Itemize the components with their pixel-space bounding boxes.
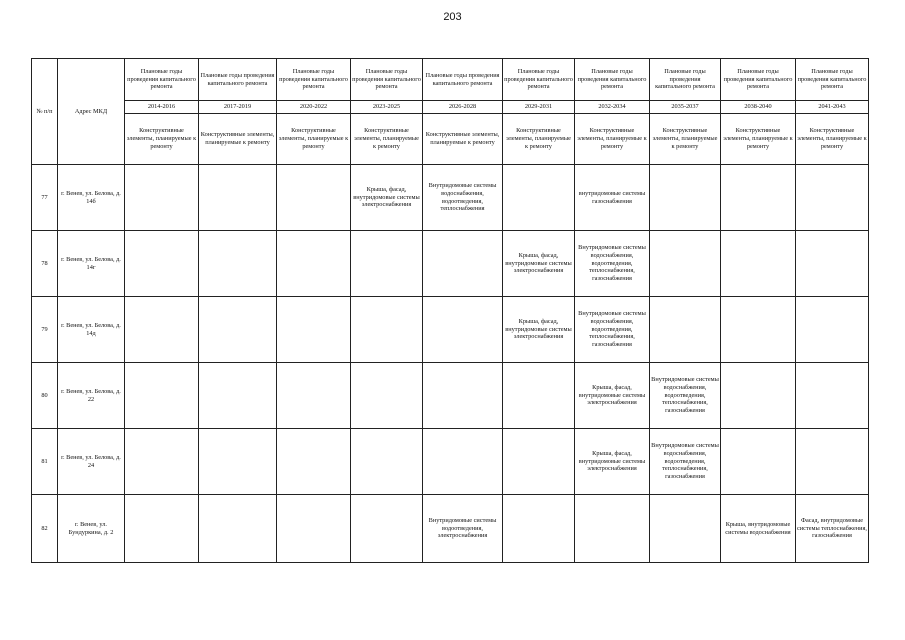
row-cell xyxy=(721,165,796,231)
row-cell xyxy=(721,429,796,495)
row-cell xyxy=(796,165,869,231)
row-cell: Крыша, фасад, внутридомовые системы электроснабжения xyxy=(575,363,650,429)
row-address: г. Венев, ул. Белова, д. 14б xyxy=(58,165,125,231)
row-cell: Внутридомовые системы водоснабжения, водоотведения, теплоснабжения xyxy=(423,165,503,231)
row-cell xyxy=(125,297,199,363)
row-cell xyxy=(125,165,199,231)
row-cell xyxy=(277,231,351,297)
header-period-years: 2038-2040 xyxy=(721,101,796,114)
row-cell xyxy=(199,495,277,563)
row-cell xyxy=(125,363,199,429)
row-cell xyxy=(796,231,869,297)
header-period-title: Плановые годы проведения капитального ремонта xyxy=(503,59,575,101)
header-elements: Конструктивные элементы, планируемые к ремонту xyxy=(650,114,721,165)
row-cell xyxy=(503,363,575,429)
header-num: № п/п xyxy=(32,59,58,165)
header-period-years: 2035-2037 xyxy=(650,101,721,114)
header-period-years: 2014-2016 xyxy=(125,101,199,114)
row-cell: Крыша, фасад, внутридомовые системы электроснабжения xyxy=(575,429,650,495)
header-address: Адрес МКД xyxy=(58,59,125,165)
header-elements: Конструктивные элементы, планируемые к ремонту xyxy=(423,114,503,165)
row-cell xyxy=(423,363,503,429)
header-period-years: 2041-2043 xyxy=(796,101,869,114)
row-cell xyxy=(503,495,575,563)
row-cell: внутридомовые системы газоснабжения xyxy=(575,165,650,231)
row-cell xyxy=(351,297,423,363)
row-cell xyxy=(796,297,869,363)
row-cell xyxy=(650,165,721,231)
header-elements: Конструктивные элементы, планируемые к ремонту xyxy=(796,114,869,165)
header-period-years: 2029-2031 xyxy=(503,101,575,114)
row-cell xyxy=(199,297,277,363)
header-period-title: Плановые годы проведения капитального ремонта xyxy=(199,59,277,101)
row-cell xyxy=(125,429,199,495)
row-cell: Крыша, внутридомовые системы водоснабжения xyxy=(721,495,796,563)
row-cell xyxy=(721,231,796,297)
row-number: 78 xyxy=(32,231,58,297)
header-elements: Конструктивные элементы, планируемые к ремонту xyxy=(575,114,650,165)
table-row xyxy=(32,429,869,495)
header-period-title: Плановые годы проведения капитального ремонта xyxy=(650,59,721,101)
row-cell xyxy=(650,495,721,563)
table-row xyxy=(32,231,869,297)
header-period-years: 2023-2025 xyxy=(351,101,423,114)
row-cell xyxy=(277,297,351,363)
row-number: 82 xyxy=(32,495,58,563)
table-body xyxy=(32,165,869,563)
header-elements: Конструктивные элементы, планируемые к ремонту xyxy=(199,114,277,165)
header-period-title: Плановые годы проведения капитального ремонта xyxy=(796,59,869,101)
capital-repair-table xyxy=(31,58,869,563)
row-cell xyxy=(277,495,351,563)
header-elements: Конструктивные элементы, планируемые к ремонту xyxy=(351,114,423,165)
header-elements: Конструктивные элементы, планируемые к ремонту xyxy=(125,114,199,165)
header-period-title: Плановые годы проведения капитального ремонта xyxy=(423,59,503,101)
row-cell xyxy=(351,231,423,297)
row-number: 77 xyxy=(32,165,58,231)
row-cell: Крыша, фасад, внутридомовые системы электроснабжения xyxy=(503,297,575,363)
row-cell xyxy=(423,231,503,297)
row-cell xyxy=(199,231,277,297)
row-cell xyxy=(199,165,277,231)
row-cell xyxy=(351,495,423,563)
header-period-title: Плановые годы проведения капитального ремонта xyxy=(721,59,796,101)
row-cell: Фасад, внутридомовые системы теплоснабжения, газоснабжения xyxy=(796,495,869,563)
row-cell xyxy=(575,495,650,563)
row-cell xyxy=(125,231,199,297)
row-cell xyxy=(796,429,869,495)
row-address: г. Венев, ул. Бундуркина, д. 2 xyxy=(58,495,125,563)
row-cell xyxy=(423,297,503,363)
row-cell xyxy=(277,165,351,231)
row-cell: Внутридомовые системы водоснабжения, водоотведения, теплоснабжения, газоснабжения xyxy=(575,231,650,297)
row-cell: Внутридомовые системы водоотведения, электроснабжения xyxy=(423,495,503,563)
header-period-years: 2017-2019 xyxy=(199,101,277,114)
header-period-years: 2020-2022 xyxy=(277,101,351,114)
row-cell: Крыша, фасад, внутридомовые системы электроснабжения xyxy=(351,165,423,231)
row-cell: Внутридомовые системы водоснабжения, водоотведения, теплоснабжения, газоснабжения xyxy=(650,429,721,495)
table-row xyxy=(32,363,869,429)
row-cell xyxy=(650,231,721,297)
header-elements: Конструктивные элементы, планируемые к ремонту xyxy=(503,114,575,165)
row-cell xyxy=(277,363,351,429)
header-period-title: Плановые годы проведения капитального ремонта xyxy=(575,59,650,101)
row-cell xyxy=(423,429,503,495)
header-period-title: Плановые годы проведения капитального ремонта xyxy=(351,59,423,101)
row-cell xyxy=(650,297,721,363)
row-cell xyxy=(503,429,575,495)
table-row xyxy=(32,165,869,231)
row-address: г. Венев, ул. Белова, д. 24 xyxy=(58,429,125,495)
row-address: г. Венев, ул. Белова, д. 14д xyxy=(58,297,125,363)
row-cell xyxy=(503,165,575,231)
header-elements: Конструктивные элементы, планируемые к ремонту xyxy=(277,114,351,165)
row-cell xyxy=(721,297,796,363)
header-period-years: 2032-2034 xyxy=(575,101,650,114)
header-period-title: Плановые годы проведения капитального ремонта xyxy=(125,59,199,101)
table-row xyxy=(32,297,869,363)
row-cell xyxy=(125,495,199,563)
row-cell xyxy=(199,363,277,429)
page-number: 203 xyxy=(443,11,462,23)
row-cell: Внутридомовые системы водоснабжения, водоотведения, теплоснабжения, газоснабжения xyxy=(575,297,650,363)
row-address: г. Венев, ул. Белова, д. 22 xyxy=(58,363,125,429)
row-cell: Крыша, фасад, внутридомовые системы электроснабжения xyxy=(503,231,575,297)
row-cell xyxy=(351,363,423,429)
header-elements: Конструктивные элементы, планируемые к ремонту xyxy=(721,114,796,165)
row-cell xyxy=(199,429,277,495)
row-cell: Внутридомовые системы водоснабжения, водоотведения, теплоснабжения, газоснабжения xyxy=(650,363,721,429)
row-number: 79 xyxy=(32,297,58,363)
row-number: 80 xyxy=(32,363,58,429)
row-number: 81 xyxy=(32,429,58,495)
row-address: г. Венев, ул. Белова, д. 14г xyxy=(58,231,125,297)
table-row xyxy=(32,495,869,563)
row-cell xyxy=(721,363,796,429)
table-header xyxy=(32,59,869,165)
row-cell xyxy=(351,429,423,495)
row-cell xyxy=(277,429,351,495)
header-period-title: Плановые годы проведения капитального ремонта xyxy=(277,59,351,101)
header-period-years: 2026-2028 xyxy=(423,101,503,114)
row-cell xyxy=(796,363,869,429)
